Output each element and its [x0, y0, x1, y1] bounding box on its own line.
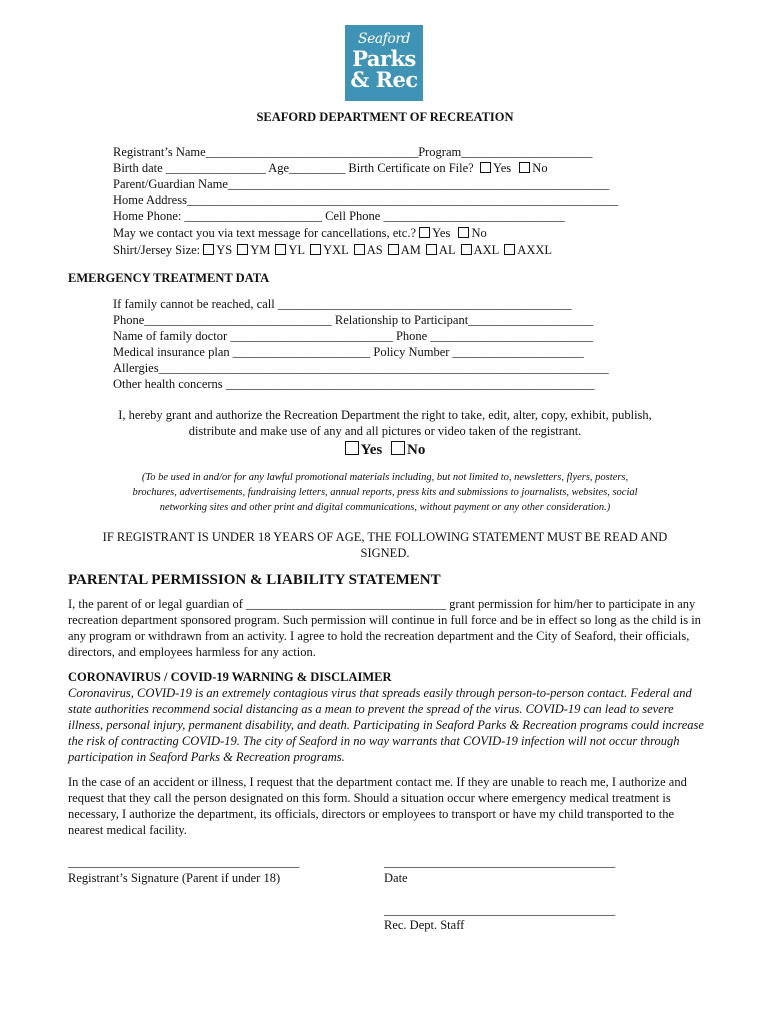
size-yxl-checkbox[interactable] [310, 244, 321, 255]
size-axxl-checkbox[interactable] [504, 244, 515, 255]
under-18-notice-line-2: SIGNED. [360, 546, 410, 560]
size-am-checkbox[interactable] [388, 244, 399, 255]
birth-date-row [113, 160, 548, 176]
size-label: AXL [473, 243, 500, 257]
size-axl-checkbox[interactable] [461, 244, 472, 255]
shirt-size-label: Shirt/Jersey Size: [113, 243, 201, 257]
media-consent-line-2: distribute and make use of any and all pictures or video taken of the registrant. [188, 424, 582, 438]
permission-heading: PARENTAL PERMISSION & LIABILITY STATEMENT [68, 572, 441, 588]
staff-signature-label: Rec. Dept. Staff [384, 918, 465, 932]
text-contact-no-checkbox[interactable] [458, 227, 469, 238]
logo-line-1: Seaford [358, 31, 410, 47]
seaford-parks-rec-logo [345, 25, 423, 101]
permission-body: I, the parent of or legal guardian of ________________________________ grant permission for him/her to participate in any recreation department sponsored program. Such permission will continue in full force and be in effect so long as the child is in any program or withdrawn from an activity. I agree to hold the recreation department and the City of Seaford, their officials, directors, and employees harmless for any action. [68, 597, 701, 659]
staff-signature-line[interactable]: _____________________________________ [384, 903, 616, 917]
family-doctor-field[interactable]: Name of family doctor __________________________ Phone __________________________ [113, 329, 593, 343]
text-contact-yes-checkbox[interactable] [419, 227, 430, 238]
size-ys-checkbox[interactable] [203, 244, 214, 255]
shirt-size-row [113, 242, 552, 258]
registrant-signature-label: Registrant’s Signature (Parent if under 18) [68, 871, 281, 885]
birth-date-field[interactable]: Birth date ________________ Age_________ Birth Certificate on File? [113, 161, 474, 175]
date-line[interactable]: _____________________________________ [384, 855, 616, 869]
size-al-checkbox[interactable] [426, 244, 437, 255]
size-as-checkbox[interactable] [354, 244, 365, 255]
media-note-line-1: (To be used in and/or for any lawful promotional materials including, but not limited to, newsletters, flyers, posters, [141, 472, 629, 483]
media-note-line-2: brochures, advertisements, fundraising letters, annual reports, press kits and submissions to journalists, websites, social [132, 487, 638, 498]
allergies-field[interactable]: Allergies________________________________________________________________________ [113, 361, 609, 375]
under-18-notice-line-1: IF REGISTRANT IS UNDER 18 YEARS OF AGE, THE FOLLOWING STATEMENT MUST BE READ AND [102, 530, 668, 544]
text-contact-yes-label: Yes [432, 226, 451, 240]
size-label: AL [438, 243, 456, 257]
emergency-phone-field[interactable]: Phone______________________________ Relationship to Participant____________________ [113, 313, 594, 327]
size-yl-checkbox[interactable] [275, 244, 286, 255]
media-yes-label: Yes [360, 442, 383, 458]
media-no-label: No [407, 442, 426, 458]
birth-cert-no-checkbox[interactable] [519, 162, 530, 173]
size-label: YM [250, 243, 271, 257]
size-label: AS [366, 243, 383, 257]
media-consent-line-1: I, hereby grant and authorize the Recreation Department the right to take, edit, alter, copy, exhibit, publish, [118, 408, 652, 422]
accident-body: In the case of an accident or illness, I request that the department contact me. If they are unable to reach me, I authorize and request that they call the person designated on this form. Should a situation occur where emergency medical treatment is necessary, I authorize the department, its officials, directors or employees to transport or have my child transported to the nearest medical facility. [68, 775, 687, 837]
media-consent-options [0, 441, 770, 459]
media-no-checkbox[interactable] [391, 441, 405, 455]
size-ym-checkbox[interactable] [237, 244, 248, 255]
birth-cert-yes-label: Yes [492, 161, 512, 175]
text-contact-question: May we contact you via text message for cancellations, etc.? [113, 226, 417, 240]
logo-line-3: & Rec [350, 67, 418, 92]
size-label: YS [216, 243, 233, 257]
text-contact-no-label: No [471, 226, 487, 240]
birth-cert-yes-checkbox[interactable] [480, 162, 491, 173]
form-title: SEAFORD DEPARTMENT OF RECREATION [256, 110, 514, 124]
registrant-name-field[interactable]: Registrant’s Name__________________________________Program_____________________ [113, 145, 593, 159]
size-label: AM [400, 243, 421, 257]
insurance-field[interactable]: Medical insurance plan ______________________ Policy Number _____________________ [113, 345, 584, 359]
home-address-field[interactable]: Home Address_____________________________________________________________________ [113, 193, 619, 207]
media-note-line-3: networking sites and other print and digital communications, without payment or any other consideration.) [159, 502, 611, 513]
health-concerns-field[interactable]: Other health concerns ___________________________________________________________ [113, 377, 595, 391]
logo-line-2: Parks [352, 46, 416, 71]
media-yes-checkbox[interactable] [345, 441, 359, 455]
parent-guardian-field[interactable]: Parent/Guardian Name_____________________________________________________________ [113, 177, 610, 191]
size-label: YXL [323, 243, 349, 257]
registrant-signature-line[interactable]: _____________________________________ [68, 855, 300, 869]
covid-body: Coronavirus, COVID-19 is an extremely contagious virus that spreads easily through person-to-person contact. Federal and state authorities recommend social distancing as a mean to prevent the spread of the virus. COVID-19 can lead to severe illness, personal injury, permanent disability, and death. Participating in Seaford Parks & Recreation programs could increase the risk of contracting COVID-19. The city of Seaford in no way warrants that COVID-19 infection will not occur through participation in Seaford Parks & Recreation programs. [68, 686, 704, 764]
covid-heading: CORONAVIRUS / COVID-19 WARNING & DISCLAIMER [68, 670, 392, 684]
size-label: AXXL [517, 243, 553, 257]
birth-cert-no-label: No [532, 161, 548, 175]
emergency-contact-field[interactable]: If family cannot be reached, call _______________________________________________ [113, 297, 572, 311]
size-label: YL [288, 243, 306, 257]
date-label: Date [384, 871, 408, 885]
text-contact-row [113, 225, 487, 241]
emergency-heading: EMERGENCY TREATMENT DATA [68, 271, 270, 285]
phone-row[interactable]: Home Phone: ______________________ Cell Phone _____________________________ [113, 209, 565, 223]
